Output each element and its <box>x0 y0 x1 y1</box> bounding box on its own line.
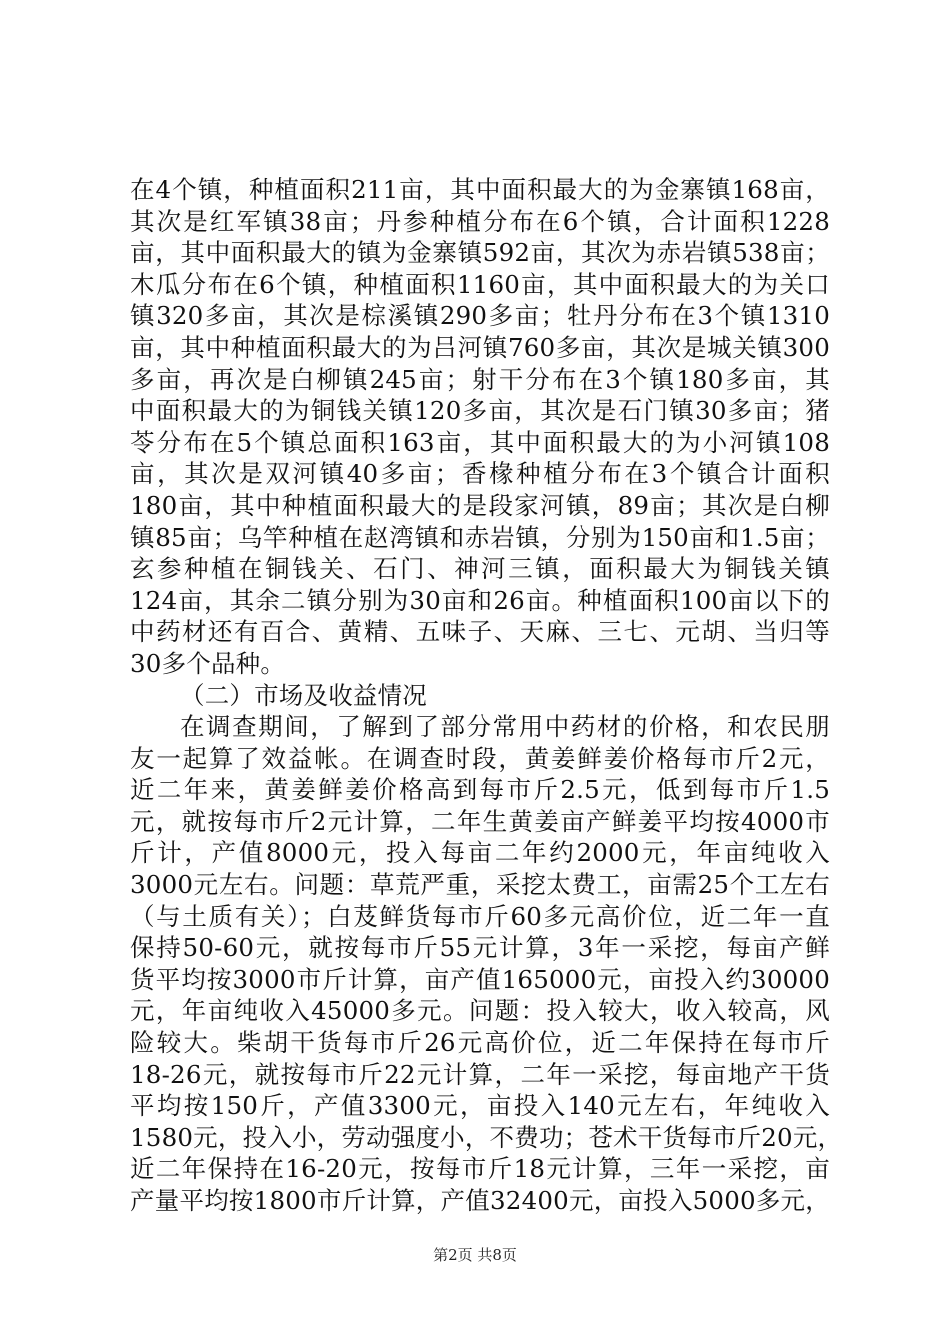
text-line: 亩，其次是双河镇40多亩；香椽种植分布在3个镇合计面积 <box>130 459 830 489</box>
text-line: 元，就按每市斤2元计算，二年生黄姜亩产鲜姜平均按4000市 <box>130 806 830 836</box>
text-line: （与土质有关）；白芨鲜货每市斤60多元高价位，近二年一直 <box>130 901 830 931</box>
text-line: 1580元，投入小，劳动强度小，不费功；苍术干货每市斤20元， <box>130 1122 843 1152</box>
text-line: 镇85亩；乌竿种植在赵湾镇和赤岩镇，分别为150亩和1.5亩； <box>130 522 830 552</box>
text-line: 中药材还有百合、黄精、五味子、天麻、三七、元胡、当归等 <box>130 617 830 647</box>
text-line: 货平均按3000市斤计算，亩产值165000元，亩投入约30000 <box>130 964 830 994</box>
text-line: 在4个镇，种植面积211亩，其中面积最大的为金寨镇168亩， <box>130 175 830 204</box>
section-heading: （二）市场及收益情况 <box>180 680 427 710</box>
text-line: 亩，其中面积最大的镇为金寨镇592亩，其次为赤岩镇538亩； <box>130 238 830 268</box>
text-line: 玄参种植在铜钱关、石门、神河三镇，面积最大为铜钱关镇 <box>130 554 830 584</box>
text-line: 木瓜分布在6个镇，种植面积1160亩，其中面积最大的为关口 <box>130 269 830 299</box>
text-line: 苓分布在5个镇总面积163亩，其中面积最大的为小河镇108 <box>130 427 830 457</box>
text-line: 180亩，其中种植面积最大的是段家河镇，89亩；其次是白柳 <box>130 490 830 520</box>
page-number: 第2页 共8页 <box>433 1246 517 1264</box>
text-line: 124亩，其余二镇分别为30亩和26亩。种植面积100亩以下的 <box>130 585 830 615</box>
text-line: 斤计，产值8000元，投入每亩二年约2000元，年亩纯收入 <box>130 838 830 868</box>
text-line: 元，年亩纯收入45000多元。问题：投入较大，收入较高，风 <box>130 996 830 1026</box>
text-line: 亩，其中种植面积最大的为吕河镇760多亩，其次是城关镇300 <box>130 332 830 362</box>
text-line: 中面积最大的为铜钱关镇120多亩，其次是石门镇30多亩；猪 <box>130 396 830 426</box>
text-line: 在调查期间，了解到了部分常用中药材的价格，和农民朋 <box>180 712 830 742</box>
document-body <box>130 174 843 1217</box>
text-line: 近二年保持在16-20元，按每市斤18元计算，三年一采挖，亩 <box>130 1154 830 1184</box>
text-line: 近二年来，黄姜鲜姜价格高到每市斤2.5元，低到每市斤1.5 <box>130 775 830 805</box>
text-line: 保持50-60元，就按每市斤55元计算，3年一采挖，每亩产鲜 <box>130 933 830 963</box>
text-line: 多亩，再次是白柳镇245亩；射干分布在3个镇180多亩，其 <box>130 364 830 394</box>
text-line: 平均按150斤，产值3300元，亩投入140元左右，年纯收入 <box>130 1091 830 1121</box>
text-line: 产量平均按1800市斤计算，产值32400元，亩投入5000多元， <box>130 1186 830 1215</box>
text-line: 险较大。柴胡干货每市斤26元高价位，近二年保持在每市斤 <box>130 1028 830 1058</box>
text-line: 30多个品种。 <box>130 648 286 678</box>
text-line: 镇320多亩，其次是棕溪镇290多亩；牡丹分布在3个镇1310 <box>130 301 830 331</box>
text-line: 3000元左右。问题：草荒严重，采挖太费工，亩需25个工左右 <box>130 870 830 900</box>
text-line: 友一起算了效益帐。在调查时段，黄姜鲜姜价格每市斤2元， <box>130 743 830 773</box>
text-line: 其次是红军镇38亩；丹参种植分布在6个镇，合计面积1228 <box>130 206 830 236</box>
text-line: 18-26元，就按每市斤22元计算，二年一采挖，每亩地产干货 <box>130 1059 830 1089</box>
